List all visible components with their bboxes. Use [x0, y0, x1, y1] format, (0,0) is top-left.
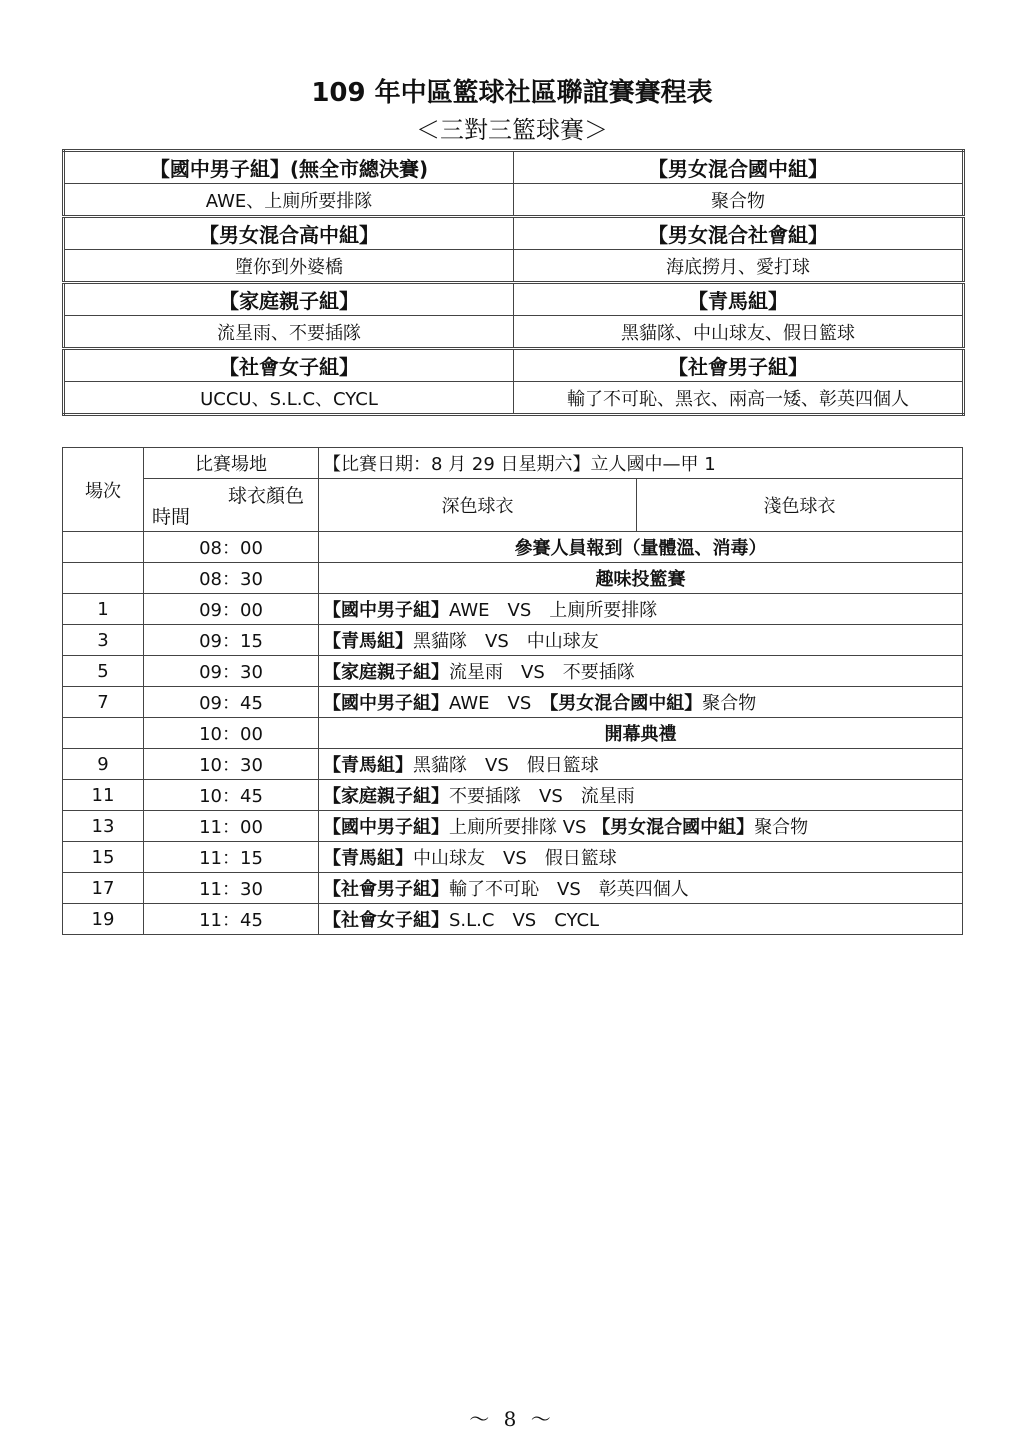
schedule-row — [63, 532, 963, 563]
schedule-row — [63, 873, 963, 904]
schedule-table — [62, 447, 963, 935]
venue-label: 比賽場地 — [144, 448, 319, 479]
document-title: 109 年中區籃球社區聯誼賽賽程表 — [311, 78, 713, 108]
matchup-teams: 不要插隊 VS 流星雨 — [449, 786, 635, 807]
group-name: 【青馬組】 — [514, 283, 964, 316]
matchup — [319, 904, 963, 935]
match-time: 08：30 — [144, 563, 319, 594]
matchup-group: 【青馬組】 — [323, 755, 413, 776]
matchup-teams: 流星雨 VS 不要插隊 — [449, 662, 635, 683]
group-teams-row — [64, 250, 964, 283]
matchup-group: 【青馬組】 — [323, 848, 413, 869]
match-number: 11 — [63, 780, 144, 811]
document-subtitle: ＜三對三籃球賽＞ — [416, 116, 608, 144]
matchup-group: 【男女混合國中組】 — [549, 693, 703, 714]
schedule-row — [63, 718, 963, 749]
group-name: 【男女混合高中組】 — [64, 217, 514, 250]
matchup — [319, 656, 963, 687]
group-name-row — [64, 151, 964, 184]
matchup-teams: 黑貓隊 VS 中山球友 — [413, 631, 599, 652]
event-name: 趣味投籃賽 — [319, 563, 963, 594]
time-label: 時間 — [152, 506, 191, 528]
matchup-teams: 聚合物 — [702, 693, 757, 714]
schedule-row — [63, 625, 963, 656]
matchup-group: 【男女混合國中組】 — [592, 817, 755, 838]
match-time: 09：45 — [144, 687, 319, 718]
schedule-row — [63, 656, 963, 687]
matchup-teams: 聚合物 — [754, 817, 809, 838]
group-name: 【國中男子組】(無全市總決賽) — [64, 151, 514, 184]
date-venue-info: 【比賽日期：8 月 29 日星期六】立人國中—甲 1 — [319, 448, 963, 479]
schedule-row — [63, 594, 963, 625]
matchup-group: 【國中男子組】 — [323, 693, 449, 714]
matchup-group: 【家庭親子組】 — [323, 662, 449, 683]
group-name-row — [64, 217, 964, 250]
matchup — [319, 811, 963, 842]
match-number: 13 — [63, 811, 144, 842]
matchup-group: 【國中男子組】 — [323, 600, 449, 621]
group-name-row — [64, 283, 964, 316]
match-time: 11：15 — [144, 842, 319, 873]
match-number — [63, 563, 144, 594]
event-name: 參賽人員報到（量體溫、消毒） — [319, 532, 963, 563]
match-time: 09：30 — [144, 656, 319, 687]
group-teams: 輸了不可恥、黑衣、兩高一矮、彰英四個人 — [514, 382, 964, 415]
match-number: 5 — [63, 656, 144, 687]
jersey-color-label: 球衣顏色 — [227, 485, 304, 507]
schedule-header-row-1 — [63, 448, 963, 479]
schedule-row — [63, 687, 963, 718]
matchup-teams: 黑貓隊 VS 假日籃球 — [413, 755, 599, 776]
group-name: 【男女混合社會組】 — [514, 217, 964, 250]
match-time: 11：30 — [144, 873, 319, 904]
matchup — [319, 594, 963, 625]
match-number: 17 — [63, 873, 144, 904]
match-number — [63, 532, 144, 563]
matchup-teams: 中山球友 VS 假日籃球 — [413, 848, 617, 869]
matchup-teams: AWE VS 上廁所要排隊 — [449, 600, 658, 621]
matchup — [319, 873, 963, 904]
match-number: 7 — [63, 687, 144, 718]
group-name-row — [64, 349, 964, 382]
group-teams: 流星雨、不要插隊 — [64, 316, 514, 349]
jersey-time-header — [144, 479, 319, 532]
match-time: 10：30 — [144, 749, 319, 780]
schedule-row — [63, 811, 963, 842]
match-time: 11：45 — [144, 904, 319, 935]
schedule-row — [63, 749, 963, 780]
match-time: 10：45 — [144, 780, 319, 811]
match-number: 3 — [63, 625, 144, 656]
group-name: 【社會女子組】 — [64, 349, 514, 382]
matchup — [319, 687, 963, 718]
matchup — [319, 625, 963, 656]
match-number — [63, 718, 144, 749]
group-teams: 黑貓隊、中山球友、假日籃球 — [514, 316, 964, 349]
match-time: 11：00 — [144, 811, 319, 842]
match-number: 19 — [63, 904, 144, 935]
match-number: 9 — [63, 749, 144, 780]
matchup-group: 【國中男子組】 — [323, 817, 449, 838]
matchup-group: 【社會男子組】 — [323, 879, 449, 900]
match-time: 09：15 — [144, 625, 319, 656]
matchup — [319, 780, 963, 811]
schedule-row — [63, 563, 963, 594]
matchup-group: 【家庭親子組】 — [323, 786, 449, 807]
match-time: 10：00 — [144, 718, 319, 749]
schedule-row — [63, 904, 963, 935]
matchup-group: 【青馬組】 — [323, 631, 413, 652]
matchup-group: 【社會女子組】 — [323, 910, 449, 931]
group-name: 【社會男子組】 — [514, 349, 964, 382]
page-number: ～ 8 ～ — [469, 1407, 555, 1431]
matchup-teams: 上廁所要排隊 VS — [449, 817, 593, 838]
matchup — [319, 749, 963, 780]
matchup-teams: 輸了不可恥 VS 彰英四個人 — [449, 879, 689, 900]
group-name: 【男女混合國中組】 — [514, 151, 964, 184]
group-teams-row — [64, 382, 964, 415]
group-teams: 海底撈月、愛打球 — [514, 250, 964, 283]
match-number: 15 — [63, 842, 144, 873]
match-time: 08：00 — [144, 532, 319, 563]
event-name: 開幕典禮 — [319, 718, 963, 749]
matchup-teams: S.L.C VS CYCL — [449, 910, 600, 931]
group-name: 【家庭親子組】 — [64, 283, 514, 316]
light-jersey-header: 淺色球衣 — [637, 479, 963, 532]
schedule-row — [63, 842, 963, 873]
group-teams: 墮你到外婆橋 — [64, 250, 514, 283]
teams-table — [62, 149, 965, 416]
match-time: 09：00 — [144, 594, 319, 625]
schedule-header-row-2 — [63, 479, 963, 532]
group-teams-row — [64, 316, 964, 349]
group-teams: AWE、上廁所要排隊 — [64, 184, 514, 217]
dark-jersey-header: 深色球衣 — [319, 479, 637, 532]
match-no-header: 場次 — [63, 448, 144, 532]
schedule-row — [63, 780, 963, 811]
group-teams: UCCU、S.L.C、CYCL — [64, 382, 514, 415]
match-number: 1 — [63, 594, 144, 625]
group-teams-row — [64, 184, 964, 217]
matchup — [319, 842, 963, 873]
group-teams: 聚合物 — [514, 184, 964, 217]
matchup-teams: AWE VS — [449, 693, 550, 714]
